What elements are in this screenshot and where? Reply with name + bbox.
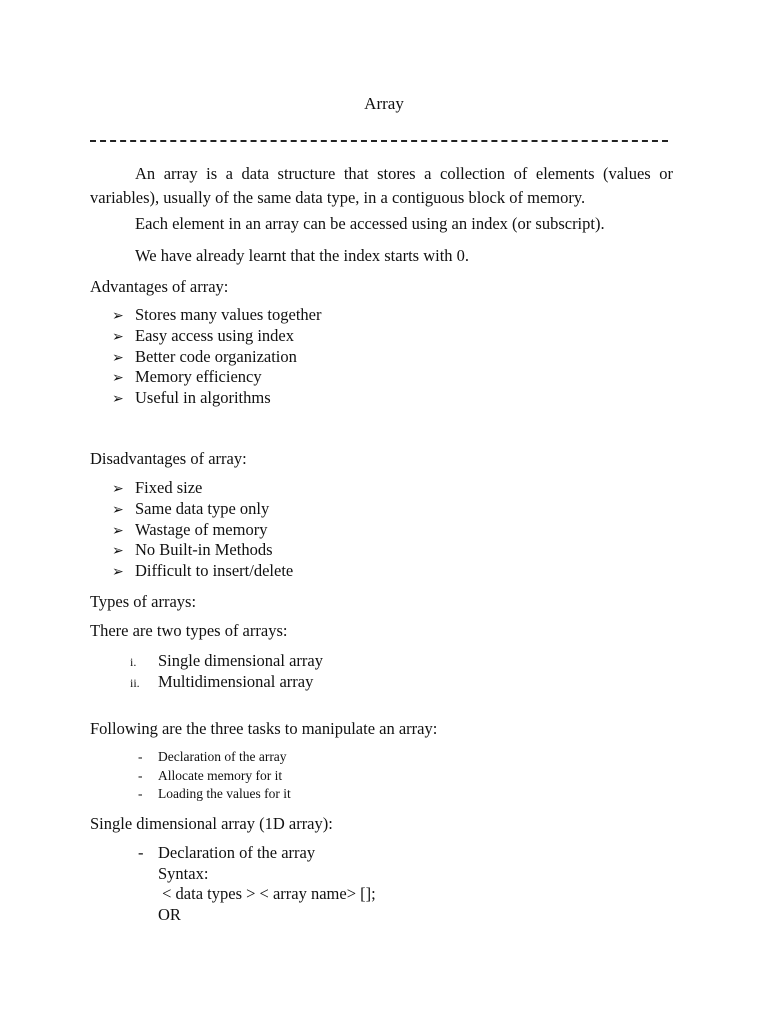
list-item: - Allocate memory for it bbox=[138, 767, 291, 786]
list-item: - Declaration of the array bbox=[138, 843, 316, 862]
list-item: ➢ Better code organization bbox=[112, 347, 322, 368]
index-paragraph: Each element in an array can be accessed using an index (or subscript). bbox=[135, 214, 605, 233]
page-title: Array bbox=[364, 94, 404, 113]
arrow-bullet-icon: ➢ bbox=[112, 308, 124, 324]
advantages-list bbox=[112, 305, 322, 409]
dashed-divider bbox=[90, 140, 668, 142]
single-dim-section bbox=[138, 843, 376, 925]
index-zero-paragraph: We have already learnt that the index starts with 0. bbox=[135, 246, 470, 265]
arrow-bullet-icon: ➢ bbox=[112, 349, 124, 366]
syntax-code: < data types > < array name> []; bbox=[158, 884, 376, 903]
list-item: ii. Multidimensional array bbox=[130, 672, 323, 693]
list-item: ➢ Fixed size bbox=[112, 478, 293, 499]
types-heading: Types of arrays: bbox=[90, 592, 197, 611]
disadvantages-list bbox=[112, 478, 293, 582]
intro-paragraph: An array is a data structure that stores a collection of elements (values or variables), usually of the same data type, in a contiguous block of memory. bbox=[90, 164, 673, 207]
or-text: OR bbox=[158, 904, 181, 924]
list-item: i. Single dimensional array bbox=[130, 651, 323, 672]
list-item: - Loading the values for it bbox=[138, 785, 291, 804]
arrow-bullet-icon: ➢ bbox=[112, 543, 124, 560]
types-list bbox=[130, 651, 323, 692]
list-item: ➢ No Built-in Methods bbox=[112, 540, 293, 561]
disadvantages-heading: Disadvantages of array: bbox=[90, 449, 247, 468]
dash-bullet: - bbox=[138, 767, 143, 783]
arrow-bullet-icon: ➢ bbox=[112, 501, 124, 518]
tasks-list bbox=[138, 748, 291, 804]
dash-bullet: - bbox=[138, 749, 143, 764]
list-number: ii. bbox=[130, 675, 140, 690]
list-number: i. bbox=[130, 655, 137, 669]
list-item: ➢ Useful in algorithms bbox=[112, 388, 322, 409]
list-item: - Declaration of the array bbox=[138, 748, 291, 767]
dash-bullet: - bbox=[138, 843, 144, 862]
single-dim-heading: Single dimensional array (1D array): bbox=[90, 814, 333, 833]
list-item: ➢ Difficult to insert/delete bbox=[112, 561, 293, 582]
types-intro: There are two types of arrays: bbox=[90, 621, 288, 640]
arrow-bullet-icon: ➢ bbox=[112, 328, 124, 345]
arrow-bullet-icon: ➢ bbox=[112, 391, 124, 408]
list-item: ➢ Same data type only bbox=[112, 499, 293, 520]
tasks-heading: Following are the three tasks to manipulate an array: bbox=[90, 719, 438, 738]
arrow-bullet-icon: ➢ bbox=[112, 564, 124, 581]
list-item: ➢ Easy access using index bbox=[112, 326, 322, 347]
arrow-bullet-icon: ➢ bbox=[112, 370, 124, 387]
syntax-label: Syntax: bbox=[158, 863, 209, 883]
list-item: ➢ Memory efficiency bbox=[112, 367, 322, 388]
list-item: ➢ Stores many values together bbox=[112, 305, 322, 326]
dash-bullet: - bbox=[138, 786, 143, 801]
list-item: ➢ Wastage of memory bbox=[112, 520, 293, 541]
advantages-heading: Advantages of array: bbox=[90, 277, 229, 296]
arrow-bullet-icon: ➢ bbox=[112, 481, 124, 497]
arrow-bullet-icon: ➢ bbox=[112, 522, 124, 539]
